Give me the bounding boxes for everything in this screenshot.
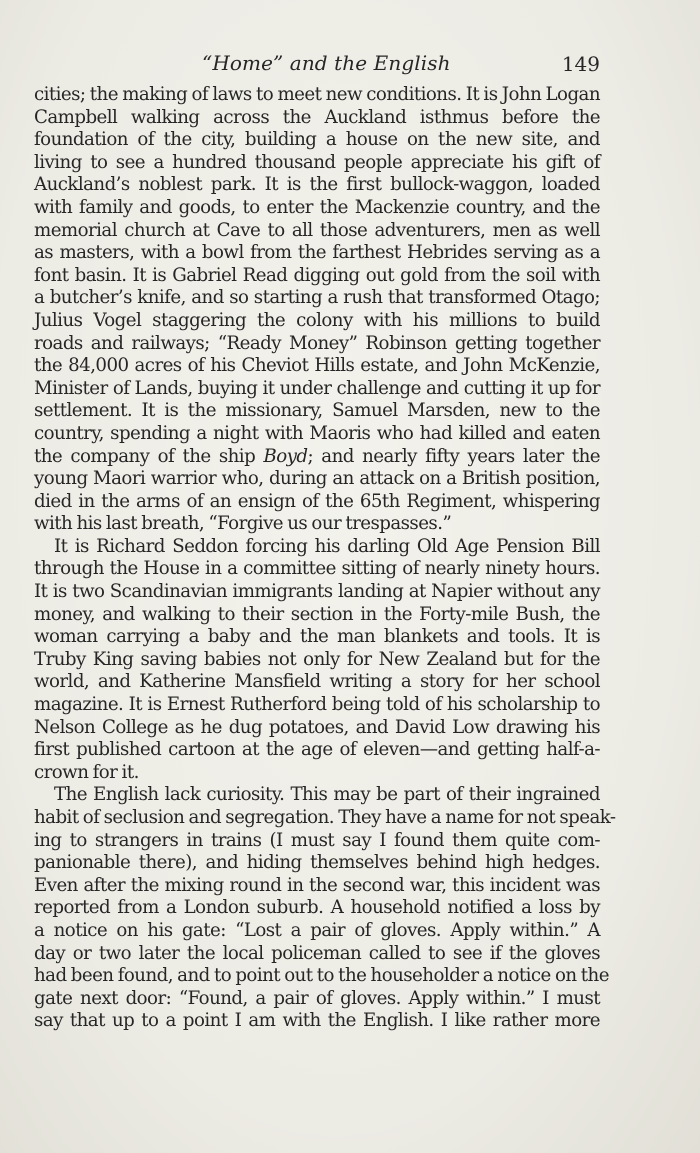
text-line: crown for it. (34, 761, 139, 783)
page-header (34, 48, 600, 78)
text-line: foundation of the city, building a house on the new site, and (34, 129, 600, 151)
text-line: Truby King saving babies not only for New Zealand but for the (34, 648, 600, 670)
text-line: money, and walking to their section in the Forty-mile Bush, the (34, 603, 600, 625)
text-line: gate next door: “Found, a pair of gloves. Apply within.” I must (34, 987, 600, 1009)
text-line: through the House in a committee sitting of nearly ninety hours. (34, 558, 600, 580)
text-line: a notice on his gate: “Lost a pair of gloves. Apply within.” A (34, 919, 600, 941)
text-line: had been found, and to point out to the householder a notice on the (34, 965, 609, 987)
text-line: It is Richard Seddon forcing his darling Old Age Pension Bill (54, 535, 600, 557)
text-line-ship-boyd (34, 446, 600, 469)
text-line: living to see a hundred thousand people appreciate his gift of (34, 151, 600, 173)
text-line: with his last breath, “Forgive us our trespasses.” (34, 513, 452, 535)
text-line: memorial church at Cave to all those adventurers, men as well (34, 219, 600, 241)
text-line: young Maori warrior who, during an attack on a British position, (34, 468, 600, 490)
text-line: Julius Vogel staggering the colony with his millions to build (34, 309, 600, 331)
boyd-line-before: the company of the ship (34, 445, 264, 467)
page-number: 149 (561, 52, 600, 76)
text-line: panionable there), and hiding themselves behind high hedges. (34, 852, 600, 874)
text-line: habit of seclusion and segregation. They have a name for not speak- (34, 807, 616, 828)
text-line: reported from a London suburb. A household notified a loss by (34, 897, 600, 919)
text-line: It is two Scandinavian immigrants landing at Napier without any (34, 581, 600, 603)
text-line: Even after the mixing round in the second war, this incident was (34, 874, 600, 896)
ship-name-boyd: Boyd (263, 445, 308, 467)
text-line: say that up to a point I am with the English. I like rather more (34, 1010, 600, 1032)
text-line: Campbell walking across the Auckland isthmus before the (34, 106, 600, 128)
text-line: settlement. It is the missionary, Samuel Marsden, new to the (34, 400, 600, 422)
text-line: Auckland’s noblest park. It is the first bullock-waggon, loaded (34, 174, 600, 196)
boyd-line-after: ; and nearly fifty years later the (307, 445, 600, 467)
text-line: The English lack curiosity. This may be part of their ingrained (54, 784, 600, 806)
text-line: with family and goods, to enter the Mackenzie country, and the (34, 196, 600, 218)
text-line: ing to strangers in trains (I must say I found them quite com- (34, 829, 600, 851)
text-line: as masters, with a bowl from the farthest Hebrides serving as a (34, 242, 600, 264)
body-text (34, 84, 616, 1033)
text-line: world, and Katherine Mansfield writing a story for her school (34, 671, 600, 693)
text-line: country, spending a night with Maoris who had killed and eaten (34, 422, 600, 444)
text-line: first published cartoon at the age of eleven—and getting half-a- (34, 739, 600, 761)
text-line: the 84,000 acres of his Cheviot Hills estate, and John McKenzie, (34, 355, 600, 377)
text-line: cities; the making of laws to meet new conditions. It is John Logan (34, 84, 600, 105)
text-line: Nelson College as he dug potatoes, and David Low drawing his (34, 716, 600, 738)
text-line: a butcher’s knife, and so starting a rush that transformed Otago; (34, 287, 600, 309)
text-line: day or two later the local policeman called to see if the gloves (34, 942, 600, 964)
text-line: died in the arms of an ensign of the 65th Regiment, whispering (34, 490, 600, 512)
text-line: woman carrying a baby and the man blankets and tools. It is (34, 626, 600, 648)
running-title: “Home” and the English (202, 51, 451, 75)
text-line: magazine. It is Ernest Rutherford being told of his scholarship to (34, 694, 600, 716)
text-line: font basin. It is Gabriel Read digging out gold from the soil with (34, 264, 600, 286)
text-line: roads and railways; “Ready Money” Robinson getting together (34, 332, 600, 354)
text-line: Minister of Lands, buying it under challenge and cutting it up for (34, 377, 600, 399)
